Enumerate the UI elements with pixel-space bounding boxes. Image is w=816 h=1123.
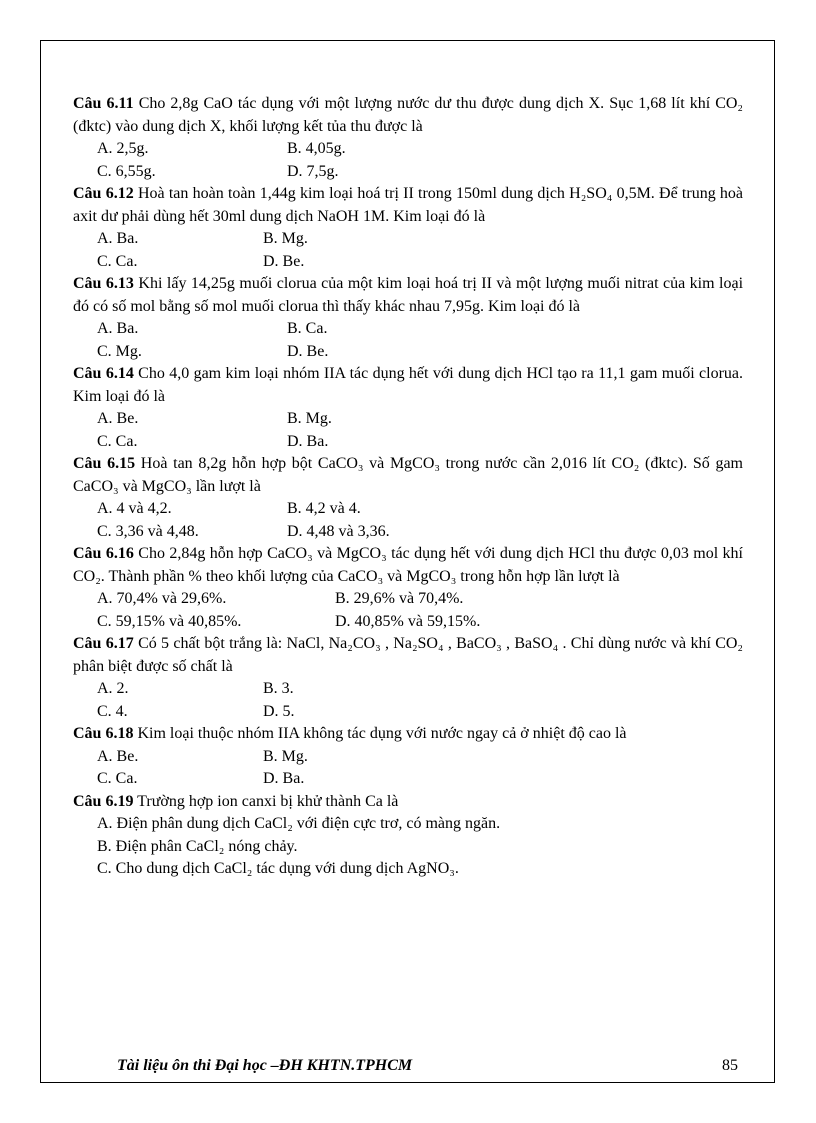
- question-stem: Cho 2,8g CaO tác dụng với một lượng nước dư thu được dung dịch X. Sục 1,68 lít khí CO₂ (đktc) vào dung dịch X, khối lượng kết tủa thu được là: [73, 95, 744, 135]
- option-b: B. Ca.: [287, 320, 328, 337]
- option-b: B. 29,6% và 70,4%.: [335, 590, 464, 607]
- options: [73, 138, 743, 183]
- question-number: Câu 6.17: [73, 635, 134, 652]
- question-number: Câu 6.14: [73, 365, 134, 382]
- option-a: A. 70,4% và 29,6%.: [97, 590, 227, 607]
- question-number: Câu 6.16: [73, 545, 134, 562]
- option-b: B. Mg.: [287, 410, 332, 427]
- option-b: B. Mg.: [263, 747, 308, 765]
- question-stem: Kim loại thuộc nhóm IIA không tác dụng với nước ngay cả ở nhiệt độ cao là: [137, 725, 627, 742]
- question-6-17: [73, 633, 743, 723]
- option-d: D. 7,5g.: [287, 162, 339, 180]
- question-stem: Có 5 chất bột trắng là: NaCl, Na₂CO₃ , Na₂SO₄ , BaCO₃ , BaSO₄ . Chỉ dùng nước và khí CO₂ phân biệt được số chất là: [73, 635, 744, 675]
- option-d: D. Be.: [287, 342, 329, 360]
- option-d: D. 5.: [263, 702, 295, 720]
- question-number: Câu 6.15: [73, 455, 136, 472]
- question-stem: Cho 4,0 gam kim loại nhóm IIA tác dụng hết với dung dịch HCl tạo ra 11,1 gam muối clorua. Kim loại đó là: [73, 365, 743, 405]
- option-c: C. Ca.: [97, 432, 138, 450]
- option-b: B. 3.: [263, 680, 294, 697]
- question-stem: Hoà tan hoàn toàn 1,44g kim loại hoá trị II trong 150ml dung dịch H₂SO₄ 0,5M. Để trung hoà axit dư phải dùng hết 30ml dung dịch NaOH 1M. Kim loại đó là: [73, 185, 744, 225]
- option-c: C. Ca.: [97, 252, 138, 270]
- question-6-14: [73, 363, 743, 453]
- option-a: A. Be.: [97, 410, 139, 427]
- question-stem: Trường hợp ion canxi bị khử thành Ca là: [137, 792, 399, 810]
- options: [73, 498, 743, 543]
- question-number: Câu 6.13: [73, 275, 134, 292]
- question-6-13: [73, 273, 743, 363]
- question-number: Câu 6.18: [73, 725, 134, 742]
- option-d: D. Ba.: [263, 770, 305, 787]
- options: [73, 408, 743, 453]
- question-stem: Hoà tan 8,2g hỗn hợp bột CaCO₃ và MgCO₃ trong nước cần 2,016 lít CO₂ (đktc). Số gam CaCO₃ và MgCO₃ lần lượt là: [73, 455, 743, 495]
- option-c: C. 3,36 và 4,48.: [97, 522, 199, 540]
- option-a: A. Ba.: [97, 320, 139, 337]
- option-a: A. 4 và 4,2.: [97, 500, 172, 517]
- options: [73, 588, 743, 633]
- question-6-15: [73, 453, 743, 543]
- option-b: B. Điện phân CaCl₂ nóng chảy.: [97, 837, 298, 855]
- option-d: D. Ba.: [287, 432, 329, 450]
- question-6-19: [73, 791, 743, 881]
- question-number: Câu 6.11: [73, 95, 134, 112]
- question-number: Câu 6.12: [73, 185, 134, 202]
- footer-title: Tài liệu ôn thi Đại học –ĐH KHTN.TPHCM: [117, 1057, 413, 1074]
- option-c: C. Cho dung dịch CaCl₂ tác dụng với dung dịch AgNO₃.: [97, 860, 459, 877]
- option-c: C. 59,15% và 40,85%.: [97, 612, 242, 630]
- option-c: C. Mg.: [97, 342, 142, 360]
- option-c: C. Ca.: [97, 770, 138, 787]
- option-d: D. Be.: [263, 252, 305, 270]
- question-6-11: [73, 93, 743, 183]
- question-stem: Cho 2,84g hỗn hợp CaCO₃ và MgCO₃ tác dụng hết với dung dịch HCl thu được 0,03 mol khí CO₂. Thành phần % theo khối lượng của CaCO₃ và MgCO₃ trong hỗn hợp lần lượt là: [73, 545, 743, 585]
- options: [73, 228, 743, 273]
- options: [73, 318, 743, 363]
- question-stem: Khi lấy 14,25g muối clorua của một kim loại hoá trị II và một lượng muối nitrat của kim loại đó có số mol bằng số mol muối clorua thì thấy khác nhau 7,95g. Kim loại đó là: [73, 275, 744, 315]
- options: [73, 678, 743, 723]
- options: [73, 746, 743, 791]
- option-b: B. Mg.: [263, 230, 308, 247]
- question-number: Câu 6.19: [73, 792, 134, 810]
- option-b: B. 4,05g.: [287, 140, 346, 157]
- option-c: C. 4.: [97, 702, 128, 720]
- option-a: A. 2.: [97, 680, 129, 697]
- option-a: A. Be.: [97, 747, 139, 765]
- option-d: D. 40,85% và 59,15%.: [335, 612, 481, 630]
- option-a: A. 2,5g.: [97, 140, 149, 157]
- option-b: B. 4,2 và 4.: [287, 500, 361, 517]
- option-a: A. Điện phân dung dịch CaCl₂ với điện cực trơ, có màng ngăn.: [97, 815, 501, 832]
- question-list: [73, 93, 743, 881]
- question-6-16: [73, 543, 743, 633]
- page-number: 85: [722, 1057, 738, 1074]
- question-6-12: [73, 183, 743, 273]
- option-c: C. 6,55g.: [97, 162, 156, 180]
- option-a: A. Ba.: [97, 230, 139, 247]
- question-6-18: [73, 723, 743, 791]
- option-d: D. 4,48 và 3,36.: [287, 522, 390, 540]
